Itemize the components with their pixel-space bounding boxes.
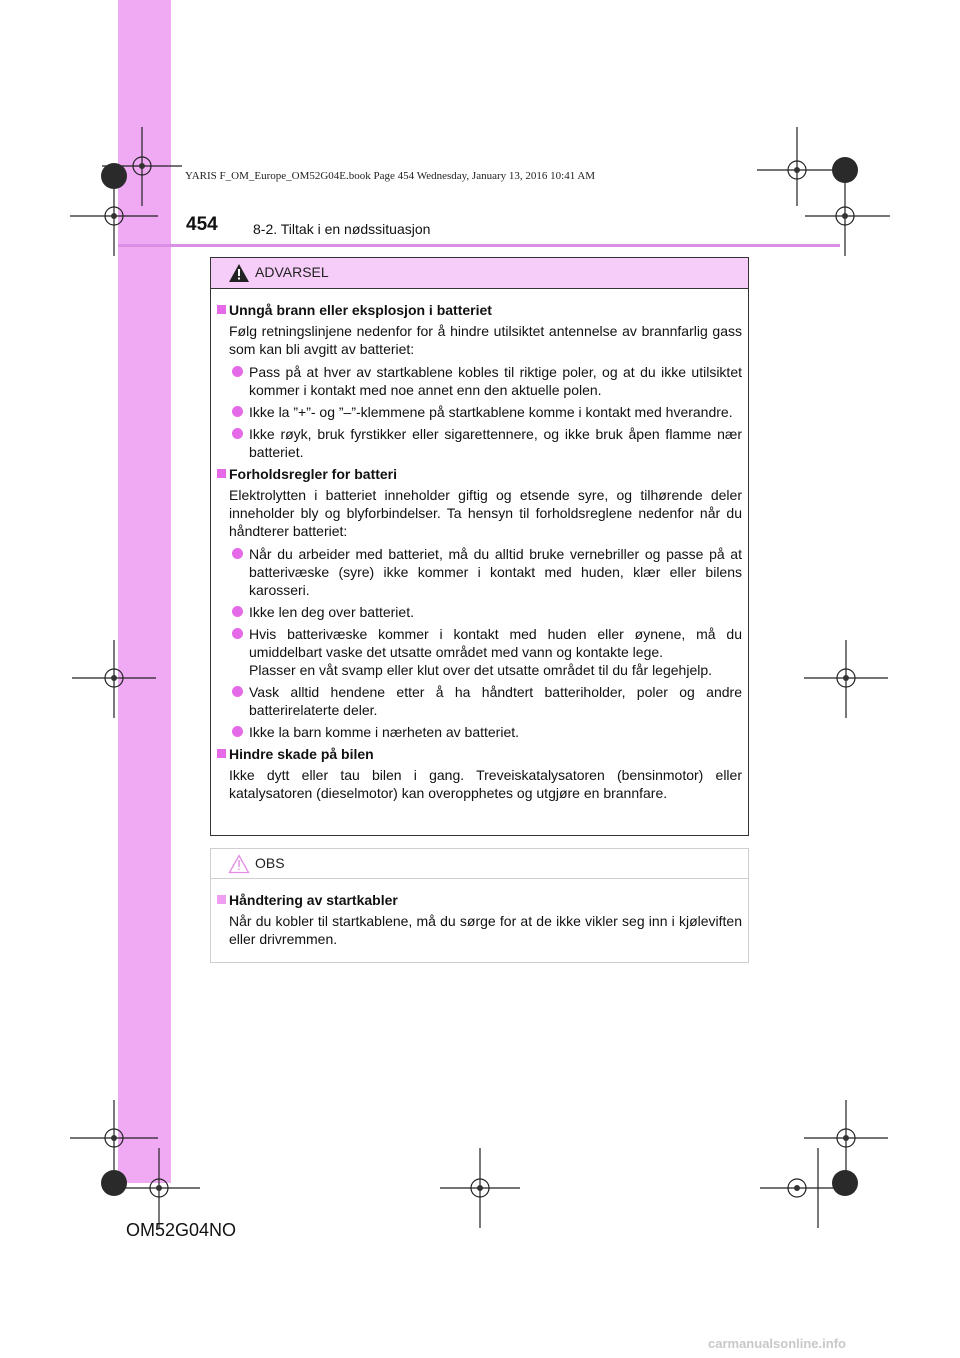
- bullet-item: Når du arbeider med batteriet, må du alltid bruke vernebriller og passe på at batterivæske (syre) ikke kommer i kontakt med huden, klær eller bilens karosseri.: [249, 546, 742, 598]
- bullet-item: Ikke la ”+”- og ”–”-klemmene på startkablene komme i kontakt med hverandre.: [249, 403, 742, 421]
- section-text: Elektrolytten i batteriet inneholder giftig og etsende syre, og tilhørende deler inneholder bly og blyforbindelser. Ta hensyn til forholdsreglene nedenfor når du håndterer batteriet:: [229, 487, 742, 539]
- section-heading: Hindre skade på bilen: [217, 745, 742, 763]
- page-number: 454: [186, 214, 218, 235]
- section-heading: Forholdsregler for batteri: [217, 465, 742, 483]
- footer-code: OM52G04NO: [126, 1220, 237, 1240]
- notice-label: OBS: [255, 855, 285, 871]
- bullet-item: Ikke len deg over batteriet.: [249, 603, 742, 621]
- bullet-text: Hvis batterivæske kommer i kontakt med huden eller øynene, må du umiddelbart vaske det utsatte området med vann og kontakte lege.: [249, 626, 742, 660]
- warning-label: ADVARSEL: [255, 264, 329, 280]
- section-title: 8-2. Tiltak i en nødssituasjon: [253, 221, 431, 237]
- bullet-item: [249, 625, 742, 679]
- section-heading: Håndtering av startkabler: [217, 891, 742, 909]
- notice-box-body: [211, 879, 748, 948]
- print-info-line: YARIS F_OM_Europe_OM52G04E.book Page 454 Wednesday, January 13, 2016 10:41 AM: [185, 170, 596, 182]
- bullet-extra-text: Plasser en våt svamp eller klut over det utsatte området til du får legehjelp.: [249, 662, 713, 678]
- section-text: Når du kobler til startkablene, må du sørge for at de ikke vikler seg inn i kjøleviften eller drivremmen.: [229, 913, 742, 947]
- bullet-item: Ikke røyk, bruk fyrstikker eller sigarettennere, og ikke bruk åpen flamme nær batteriet.: [249, 426, 742, 460]
- notice-box: [210, 848, 749, 963]
- section-text: Ikke dytt eller tau bilen i gang. Treveiskatalysatoren (bensinmotor) eller katalysatoren (dieselmotor) kan overopphetes og utgjøre en brannfare.: [229, 767, 742, 801]
- bullet-item: Vask alltid hendene etter å ha håndtert batteriholder, poler og andre batterirelaterte deler.: [249, 684, 742, 718]
- watermark: carmanualsonline.info: [708, 1336, 846, 1351]
- section-text: Følg retningslinjene nedenfor for å hindre utilsiktet antennelse av brannfarlig gass som kan bli avgitt av batteriet:: [229, 323, 742, 357]
- warning-box-body: [211, 289, 748, 802]
- section-heading: Unngå brann eller eksplosjon i batteriet: [217, 301, 742, 319]
- notice-box-header: [211, 849, 748, 879]
- warning-box-header: [211, 258, 748, 289]
- bullet-item: Pass på at hver av startkablene kobles til riktige poler, og at du ikke utilsiktet kommer i kontakt med noe annet enn den aktuelle polen.: [249, 364, 742, 398]
- warning-box: [210, 257, 749, 836]
- caution-triangle-outline-icon: [228, 854, 250, 874]
- warning-triangle-icon: [228, 263, 250, 283]
- bullet-item: Ikke la barn komme i nærheten av batteriet.: [249, 723, 742, 741]
